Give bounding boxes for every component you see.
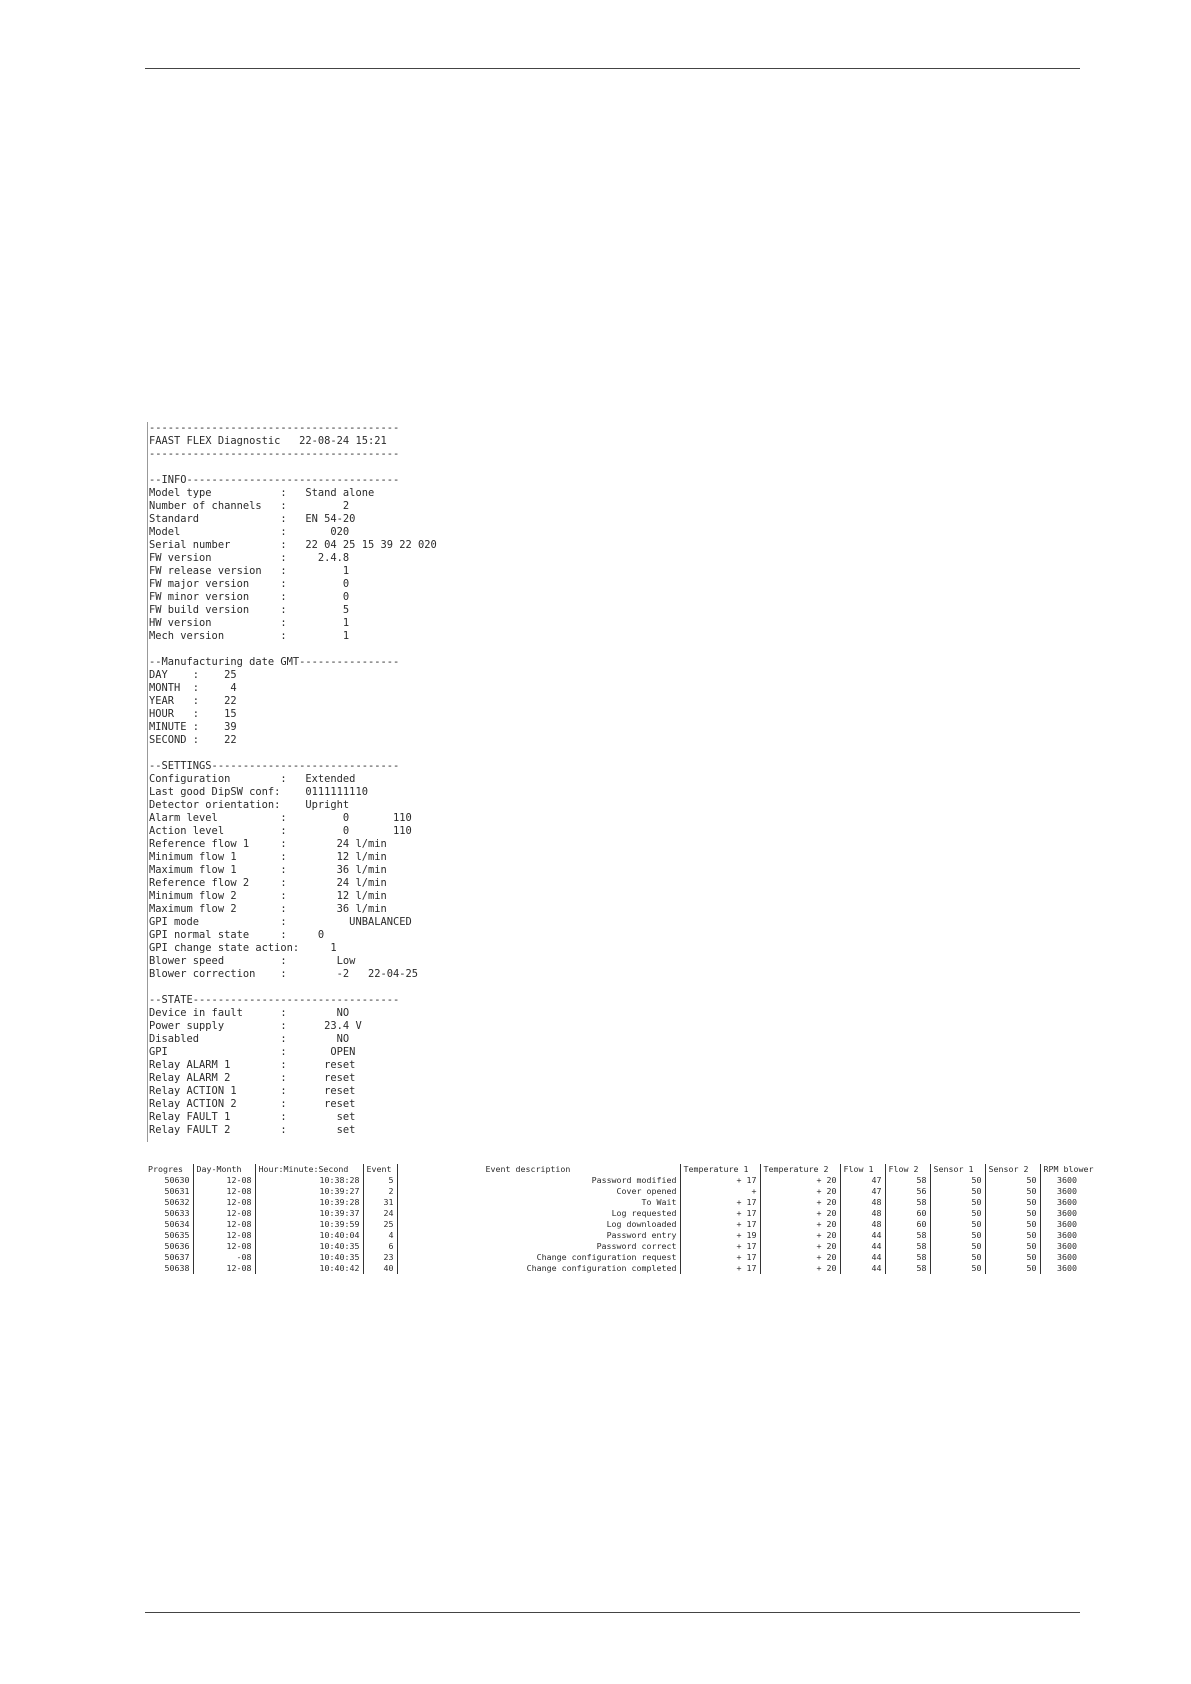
table-cell: + 20 xyxy=(760,1175,840,1186)
table-cell: 50635 xyxy=(145,1230,193,1241)
diagnostic-line: ---------------------------------------- xyxy=(149,448,400,460)
table-cell: Password entry xyxy=(397,1230,680,1241)
diagnostic-line: Blower correction : -2 22-04-25 xyxy=(149,968,418,980)
diagnostic-line: FW version : 2.4.8 xyxy=(149,552,350,564)
event-log-header-row xyxy=(145,1164,1080,1175)
table-cell: 12-08 xyxy=(193,1175,255,1186)
table-cell: 40 xyxy=(363,1263,397,1274)
column-header: Event xyxy=(363,1164,397,1175)
diagnostic-line: Configuration : Extended xyxy=(149,773,356,785)
table-cell: + 20 xyxy=(760,1219,840,1230)
diagnostic-line: DAY : 25 xyxy=(149,669,237,681)
table-row xyxy=(145,1197,1080,1208)
table-cell: 3600 xyxy=(1057,1241,1077,1251)
table-cell: 44 xyxy=(840,1230,885,1241)
column-header: Sensor 1 xyxy=(930,1164,985,1175)
table-cell: 12-08 xyxy=(193,1219,255,1230)
diagnostic-line: Blower speed : Low xyxy=(149,955,356,967)
table-cell: 2 xyxy=(363,1186,397,1197)
diagnostic-line: Relay FAULT 1 : set xyxy=(149,1111,356,1123)
diagnostic-line: Minimum flow 2 : 12 l/min xyxy=(149,890,387,902)
table-cell: 25 xyxy=(363,1219,397,1230)
event-log-body xyxy=(145,1175,1080,1274)
table-cell: + 20 xyxy=(760,1252,840,1263)
diagnostic-line: FW minor version : 0 xyxy=(149,591,350,603)
diagnostic-line: Maximum flow 1 : 36 l/min xyxy=(149,864,387,876)
table-cell: 50638 xyxy=(145,1263,193,1274)
table-cell: 50 xyxy=(985,1197,1040,1208)
table-cell: 44 xyxy=(840,1252,885,1263)
table-cell: 58 xyxy=(885,1175,930,1186)
table-cell: 3600 xyxy=(1057,1219,1077,1229)
table-cell: Password correct xyxy=(397,1241,680,1252)
diagnostic-output xyxy=(147,422,449,1142)
table-cell: 10:39:28 xyxy=(255,1197,363,1208)
table-cell: 56 xyxy=(885,1186,930,1197)
table-cell: 50 xyxy=(985,1208,1040,1219)
table-cell: 44 xyxy=(840,1263,885,1274)
table-row xyxy=(145,1241,1080,1252)
table-cell: 50 xyxy=(930,1186,985,1197)
column-header: Temperature 2 xyxy=(760,1164,840,1175)
diagnostic-line: FAAST FLEX Diagnostic 22-08-24 15:21 xyxy=(149,435,387,447)
column-header: Day-Month xyxy=(193,1164,255,1175)
table-cell: 50 xyxy=(930,1252,985,1263)
diagnostic-line: Relay ACTION 2 : reset xyxy=(149,1098,356,1110)
table-cell: Cover opened xyxy=(397,1186,680,1197)
diagnostic-line xyxy=(149,981,449,994)
table-cell: 3600 xyxy=(1057,1252,1077,1262)
table-cell: 5 xyxy=(363,1175,397,1186)
diagnostic-line: Model : 020 xyxy=(149,526,350,538)
table-cell: 12-08 xyxy=(193,1230,255,1241)
diagnostic-line: Serial number : 22 04 25 15 39 22 020 xyxy=(149,539,437,551)
footer-rule xyxy=(145,1612,1080,1613)
table-cell: 50 xyxy=(930,1241,985,1252)
diagnostic-line xyxy=(149,747,449,760)
table-cell: 50630 xyxy=(145,1175,193,1186)
diagnostic-line: Detector orientation: Upright xyxy=(149,799,350,811)
diagnostic-line: --INFO---------------------------------- xyxy=(149,474,400,486)
column-header: Event description xyxy=(397,1164,680,1175)
diagnostic-line: Minimum flow 1 : 12 l/min xyxy=(149,851,387,863)
header-rule xyxy=(145,68,1080,69)
table-cell: 10:40:35 xyxy=(255,1252,363,1263)
table-cell: 58 xyxy=(885,1241,930,1252)
table-cell: 10:40:35 xyxy=(255,1241,363,1252)
table-cell: 50 xyxy=(930,1175,985,1186)
diagnostic-line: Number of channels : 2 xyxy=(149,500,350,512)
table-cell: + 20 xyxy=(760,1241,840,1252)
table-cell: 23 xyxy=(363,1252,397,1263)
diagnostic-line: --SETTINGS------------------------------ xyxy=(149,760,400,772)
diagnostic-line: FW release version : 1 xyxy=(149,565,350,577)
table-cell: 50634 xyxy=(145,1219,193,1230)
table-cell: Log requested xyxy=(397,1208,680,1219)
diagnostic-line xyxy=(149,643,449,656)
column-header: Flow 2 xyxy=(885,1164,930,1175)
column-header: Progres xyxy=(145,1164,193,1175)
table-cell: + 17 xyxy=(680,1208,760,1219)
table-row xyxy=(145,1252,1080,1263)
diagnostic-line: MONTH : 4 xyxy=(149,682,237,694)
table-cell: 50 xyxy=(930,1230,985,1241)
table-cell: 12-08 xyxy=(193,1241,255,1252)
table-cell: 24 xyxy=(363,1208,397,1219)
table-cell: 50632 xyxy=(145,1197,193,1208)
table-cell: 3600 xyxy=(1057,1230,1077,1240)
table-cell: 47 xyxy=(840,1175,885,1186)
table-cell: 50 xyxy=(930,1219,985,1230)
table-cell: 50637 xyxy=(145,1252,193,1263)
table-cell: + 17 xyxy=(680,1241,760,1252)
diagnostic-line: Maximum flow 2 : 36 l/min xyxy=(149,903,387,915)
table-cell: 50 xyxy=(985,1263,1040,1274)
diagnostic-line xyxy=(149,461,449,474)
diagnostic-line: Device in fault : NO xyxy=(149,1007,350,1019)
table-cell: 60 xyxy=(885,1219,930,1230)
table-cell: + 19 xyxy=(680,1230,760,1241)
table-cell: 48 xyxy=(840,1208,885,1219)
diagnostic-line: Power supply : 23.4 V xyxy=(149,1020,362,1032)
table-cell: 50 xyxy=(930,1263,985,1274)
diagnostic-line: FW build version : 5 xyxy=(149,604,350,616)
table-cell: 50 xyxy=(985,1230,1040,1241)
column-header: Flow 1 xyxy=(840,1164,885,1175)
table-cell: Password modified xyxy=(397,1175,680,1186)
table-cell: 50 xyxy=(985,1241,1040,1252)
table-cell: 4 xyxy=(363,1230,397,1241)
table-cell: Change configuration request xyxy=(397,1252,680,1263)
table-cell: 48 xyxy=(840,1219,885,1230)
table-cell: 44 xyxy=(840,1241,885,1252)
table-cell: 50 xyxy=(985,1186,1040,1197)
diagnostic-line: ---------------------------------------- xyxy=(149,422,400,434)
table-cell: + 20 xyxy=(760,1208,840,1219)
table-cell: 58 xyxy=(885,1230,930,1241)
diagnostic-line: YEAR : 22 xyxy=(149,695,237,707)
diagnostic-line: MINUTE : 39 xyxy=(149,721,237,733)
table-cell: 50 xyxy=(930,1197,985,1208)
table-cell: 10:39:37 xyxy=(255,1208,363,1219)
table-cell: + 20 xyxy=(760,1230,840,1241)
table-cell: 50633 xyxy=(145,1208,193,1219)
table-cell: 12-08 xyxy=(193,1263,255,1274)
table-row xyxy=(145,1263,1080,1274)
diagnostic-line: --Manufacturing date GMT---------------- xyxy=(149,656,400,668)
diagnostic-line: GPI normal state : 0 xyxy=(149,929,325,941)
table-cell: 10:40:04 xyxy=(255,1230,363,1241)
table-cell: 12-08 xyxy=(193,1197,255,1208)
table-cell: + 20 xyxy=(760,1263,840,1274)
diagnostic-line: Relay ALARM 2 : reset xyxy=(149,1072,356,1084)
event-log xyxy=(145,1164,1094,1284)
table-cell: 3600 xyxy=(1057,1208,1077,1218)
table-cell: 47 xyxy=(840,1186,885,1197)
table-cell: 3600 xyxy=(1057,1197,1077,1207)
diagnostic-line: Standard : EN 54-20 xyxy=(149,513,356,525)
table-cell: 3600 xyxy=(1057,1186,1077,1196)
table-row xyxy=(145,1219,1080,1230)
table-cell: 12-08 xyxy=(193,1186,255,1197)
table-cell: 50636 xyxy=(145,1241,193,1252)
column-header: Temperature 1 xyxy=(680,1164,760,1175)
table-cell: 10:39:27 xyxy=(255,1186,363,1197)
table-cell: 50 xyxy=(985,1175,1040,1186)
diagnostic-line: Disabled : NO xyxy=(149,1033,350,1045)
diagnostic-line: SECOND : 22 xyxy=(149,734,237,746)
diagnostic-line: Relay ALARM 1 : reset xyxy=(149,1059,356,1071)
event-log-table xyxy=(145,1164,1094,1274)
column-header: Sensor 2 xyxy=(985,1164,1040,1175)
table-cell: + 20 xyxy=(760,1186,840,1197)
table-cell: 10:39:59 xyxy=(255,1219,363,1230)
table-cell: + 17 xyxy=(680,1219,760,1230)
table-row xyxy=(145,1186,1080,1197)
column-header: RPM blower xyxy=(1043,1164,1094,1174)
table-cell: 58 xyxy=(885,1252,930,1263)
table-cell: 3600 xyxy=(1057,1175,1077,1185)
diagnostic-line: GPI : OPEN xyxy=(149,1046,356,1058)
table-row xyxy=(145,1208,1080,1219)
diagnostic-line: Relay ACTION 1 : reset xyxy=(149,1085,356,1097)
table-cell: 50631 xyxy=(145,1186,193,1197)
table-cell: + 20 xyxy=(760,1197,840,1208)
table-row xyxy=(145,1230,1080,1241)
table-cell: 58 xyxy=(885,1197,930,1208)
table-cell: To Wait xyxy=(397,1197,680,1208)
table-cell: 31 xyxy=(363,1197,397,1208)
diagnostic-line: GPI change state action: 1 xyxy=(149,942,337,954)
diagnostic-line: GPI mode : UNBALANCED xyxy=(149,916,412,928)
table-cell: 48 xyxy=(840,1197,885,1208)
table-cell: + xyxy=(680,1186,760,1197)
column-header: Hour:Minute:Second xyxy=(255,1164,363,1175)
table-cell: 10:40:42 xyxy=(255,1263,363,1274)
diagnostic-line: Last good DipSW conf: 0111111110 xyxy=(149,786,368,798)
diagnostic-line: FW major version : 0 xyxy=(149,578,350,590)
table-cell: + 17 xyxy=(680,1263,760,1274)
table-cell: 50 xyxy=(985,1252,1040,1263)
diagnostic-line: Reference flow 2 : 24 l/min xyxy=(149,877,387,889)
table-cell: 50 xyxy=(985,1219,1040,1230)
table-cell: + 17 xyxy=(680,1175,760,1186)
table-cell: -08 xyxy=(193,1252,255,1263)
diagnostic-line: Relay FAULT 2 : set xyxy=(149,1124,356,1136)
diagnostic-line: Alarm level : 0 110 xyxy=(149,812,412,824)
diagnostic-line: Mech version : 1 xyxy=(149,630,350,642)
table-cell: 58 xyxy=(885,1263,930,1274)
table-cell: 6 xyxy=(363,1241,397,1252)
table-row xyxy=(145,1175,1080,1186)
table-cell: 60 xyxy=(885,1208,930,1219)
table-cell: Log downloaded xyxy=(397,1219,680,1230)
table-cell: Change configuration completed xyxy=(397,1263,680,1274)
table-cell: 3600 xyxy=(1057,1263,1077,1273)
table-cell: + 17 xyxy=(680,1252,760,1263)
diagnostic-line: Reference flow 1 : 24 l/min xyxy=(149,838,387,850)
diagnostic-line: HOUR : 15 xyxy=(149,708,237,720)
diagnostic-line: Action level : 0 110 xyxy=(149,825,412,837)
diagnostic-line: --STATE--------------------------------- xyxy=(149,994,400,1006)
diagnostic-line: Model type : Stand alone xyxy=(149,487,375,499)
table-cell: + 17 xyxy=(680,1197,760,1208)
table-cell: 50 xyxy=(930,1208,985,1219)
diagnostic-line: HW version : 1 xyxy=(149,617,350,629)
table-cell: 12-08 xyxy=(193,1208,255,1219)
table-cell: 10:38:28 xyxy=(255,1175,363,1186)
